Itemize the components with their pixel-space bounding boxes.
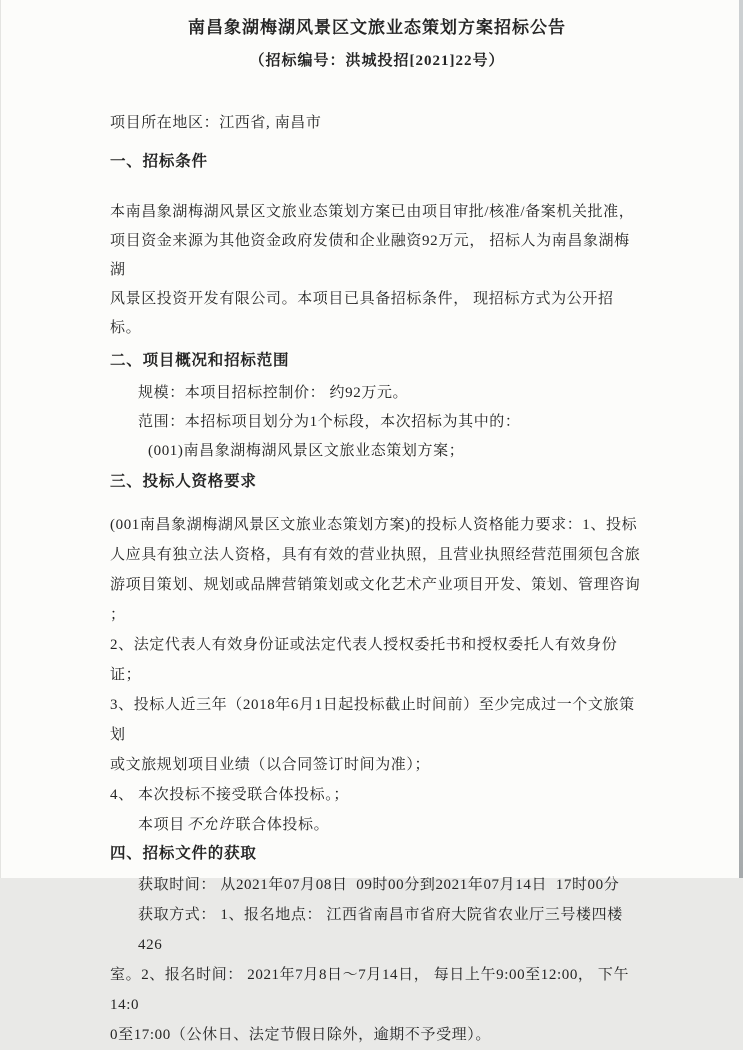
scan-edge-right — [739, 0, 743, 878]
section-heading-tender-conditions: 一、招标条件 — [110, 153, 208, 170]
paragraph-line: 0至17:00（公休日、法定节假日除外，逾期不予受理）。 — [110, 1027, 491, 1043]
paragraph-line: (001南昌象湖梅湖风景区文旅业态策划方案)的投标人资格能力要求：1、投标 — [110, 517, 638, 533]
project-location-line: 项目所在地区：江西省, 南昌市 — [110, 115, 322, 131]
paragraph-line: 室。2、报名时间： 2021年7月8日～7月14日， 每日上午9:00至12:00， 下午14:0 — [110, 967, 630, 1013]
scope-line: 范围：本招标项目划分为1个标段，本次招标为其中的： — [138, 414, 521, 430]
paragraph-line: 或文旅规划项目业绩（以合同签订时间为准）； — [110, 757, 431, 773]
paragraph-line: 人应具有独立法人资格，具有有效的营业执照，且营业执照经营范围须包含旅 — [110, 547, 641, 563]
bidder-qualifications-block — [110, 510, 644, 840]
paragraph-line: 项目资金来源为其他资金政府发债和企业融资92万元， 招标人为南昌象湖梅湖 — [110, 233, 630, 278]
acquisition-method-line: 获取方式： 1、报名地点： 江西省南昌市省府大院省农业厅三号楼四楼426 — [138, 907, 623, 953]
paragraph-line: 2、法定代表人有效身份证或法定代表人授权委托书和授权委托人有效身份证； — [110, 637, 618, 683]
scale-line: 规模：本项目招标控制价： 约92万元。 — [138, 385, 409, 401]
paragraph-line: 游项目策划、规划或品牌营销策划或文化艺术产业项目开发、策划、管理咨询 — [110, 577, 641, 593]
paragraph-line: 4、 本次投标不接受联合体投标。； — [110, 787, 349, 803]
no-consortium-suffix: 联合体投标。 — [235, 817, 330, 833]
lot-line: (001)南昌象湖梅湖风景区文旅业态策划方案； — [148, 443, 465, 459]
section-heading-project-overview: 二、项目概况和招标范围 — [110, 352, 290, 369]
paragraph-line: 本南昌象湖梅湖风景区文旅业态策划方案已由项目审批/核准/备案机关批准， — [110, 204, 635, 220]
no-consortium-prefix: 本项目 — [138, 817, 185, 833]
no-consortium-emphasis: 不允许 — [186, 817, 234, 833]
paragraph-line: ； — [110, 607, 126, 623]
tender-conditions-paragraph — [110, 198, 644, 343]
no-consortium-line — [110, 810, 644, 840]
document-content — [110, 0, 644, 1050]
section-heading-bidder-qualifications: 三、投标人资格要求 — [110, 473, 257, 490]
paragraph-line: 风景区投资开发有限公司。本项目已具备招标条件， 现招标方式为公开招标。 — [110, 291, 614, 336]
acquisition-time-line: 获取时间： 从2021年07月08日 09时00分到2021年07月14日 17时00分 — [138, 877, 620, 893]
tender-number-subtitle: （招标编号：洪城投招[2021]22号） — [249, 53, 505, 69]
section-heading-document-acquisition: 四、招标文件的获取 — [110, 845, 257, 862]
project-overview-block — [110, 379, 644, 466]
document-title: 南昌象湖梅湖风景区文旅业态策划方案招标公告 — [188, 18, 566, 37]
scan-edge-left — [0, 0, 1, 878]
document-acquisition-block — [110, 870, 644, 1050]
paragraph-line: 3、投标人近三年（2018年6月1日起投标截止时间前）至少完成过一个文旅策划 — [110, 697, 635, 743]
